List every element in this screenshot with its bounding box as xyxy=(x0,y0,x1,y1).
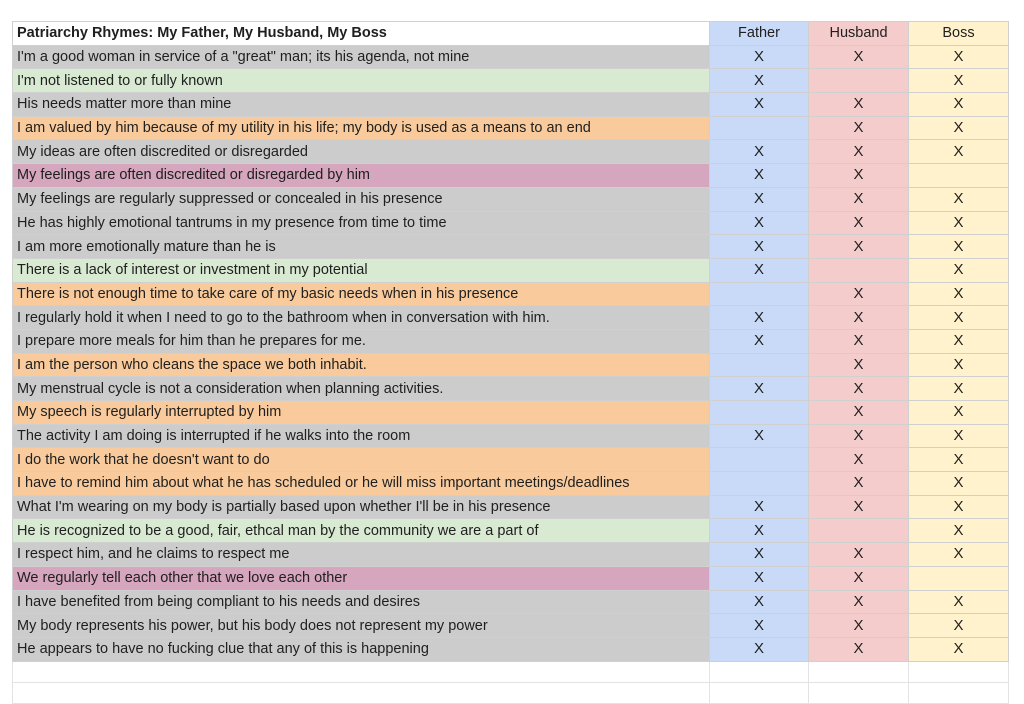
table-row xyxy=(13,211,1009,235)
table-row xyxy=(13,566,1009,590)
boss-mark-cell[interactable]: X xyxy=(909,614,1009,638)
father-mark-cell[interactable]: X xyxy=(710,211,809,235)
empty-cell[interactable] xyxy=(13,682,710,703)
husband-mark-cell[interactable]: X xyxy=(809,637,909,661)
statement-cell[interactable]: I am the person who cleans the space we both inhabit. xyxy=(13,353,710,377)
table-row xyxy=(13,637,1009,661)
statement-cell[interactable]: I have benefited from being compliant to his needs and desires xyxy=(13,590,710,614)
boss-mark-cell[interactable]: X xyxy=(909,590,1009,614)
table-row xyxy=(13,377,1009,401)
boss-mark-cell[interactable]: X xyxy=(909,258,1009,282)
boss-mark-cell[interactable]: X xyxy=(909,45,1009,69)
husband-mark-cell[interactable]: X xyxy=(809,495,909,519)
father-mark-cell[interactable] xyxy=(710,116,809,140)
table-row xyxy=(13,614,1009,638)
boss-mark-cell[interactable] xyxy=(909,164,1009,188)
father-mark-cell[interactable] xyxy=(710,353,809,377)
statement-cell[interactable]: My body represents his power, but his body does not represent my power xyxy=(13,614,710,638)
table-row xyxy=(13,282,1009,306)
boss-mark-cell[interactable]: X xyxy=(909,140,1009,164)
father-mark-cell[interactable]: X xyxy=(710,566,809,590)
father-mark-cell[interactable]: X xyxy=(710,590,809,614)
husband-mark-cell[interactable]: X xyxy=(809,614,909,638)
boss-mark-cell[interactable]: X xyxy=(909,282,1009,306)
table-row xyxy=(13,140,1009,164)
husband-mark-cell[interactable]: X xyxy=(809,377,909,401)
husband-mark-cell[interactable]: X xyxy=(809,164,909,188)
husband-mark-cell[interactable]: X xyxy=(809,116,909,140)
empty-row xyxy=(13,661,1009,682)
table-row xyxy=(13,93,1009,117)
father-mark-cell[interactable]: X xyxy=(710,424,809,448)
table-row xyxy=(13,164,1009,188)
husband-mark-cell[interactable]: X xyxy=(809,282,909,306)
table-row xyxy=(13,424,1009,448)
statement-cell[interactable]: He appears to have no fucking clue that any of this is happening xyxy=(13,637,710,661)
husband-mark-cell[interactable] xyxy=(809,69,909,93)
father-mark-cell[interactable]: X xyxy=(710,637,809,661)
statement-cell[interactable]: What I'm wearing on my body is partially based upon whether I'll be in his presence xyxy=(13,495,710,519)
boss-mark-cell[interactable]: X xyxy=(909,235,1009,259)
table-row xyxy=(13,543,1009,567)
statement-cell[interactable]: I respect him, and he claims to respect me xyxy=(13,543,710,567)
husband-mark-cell[interactable]: X xyxy=(809,566,909,590)
husband-mark-cell[interactable]: X xyxy=(809,306,909,330)
statement-cell[interactable]: My ideas are often discredited or disregarded xyxy=(13,140,710,164)
table-row xyxy=(13,448,1009,472)
table-row xyxy=(13,235,1009,259)
father-mark-cell[interactable] xyxy=(710,448,809,472)
spreadsheet-grid xyxy=(12,21,1009,704)
statement-cell[interactable]: I am valued by him because of my utility in his life; my body is used as a means to an end xyxy=(13,116,710,140)
statement-cell[interactable]: My speech is regularly interrupted by him xyxy=(13,401,710,425)
statement-cell[interactable]: I regularly hold it when I need to go to the bathroom when in conversation with him. xyxy=(13,306,710,330)
husband-mark-cell[interactable]: X xyxy=(809,187,909,211)
boss-mark-cell[interactable]: X xyxy=(909,353,1009,377)
statement-cell[interactable]: I am more emotionally mature than he is xyxy=(13,235,710,259)
boss-mark-cell[interactable]: X xyxy=(909,187,1009,211)
boss-mark-cell[interactable]: X xyxy=(909,377,1009,401)
boss-mark-cell[interactable]: X xyxy=(909,637,1009,661)
boss-mark-cell[interactable]: X xyxy=(909,306,1009,330)
husband-mark-cell[interactable]: X xyxy=(809,448,909,472)
statement-cell[interactable]: The activity I am doing is interrupted if he walks into the room xyxy=(13,424,710,448)
father-mark-cell[interactable]: X xyxy=(710,235,809,259)
statement-cell[interactable]: I have to remind him about what he has scheduled or he will miss important meetings/deadlines xyxy=(13,472,710,496)
statement-cell[interactable]: He is recognized to be a good, fair, ethcal man by the community we are a part of xyxy=(13,519,710,543)
father-mark-cell[interactable]: X xyxy=(710,93,809,117)
table-row xyxy=(13,353,1009,377)
husband-mark-cell[interactable] xyxy=(809,258,909,282)
header-husband-cell[interactable]: Husband xyxy=(809,22,909,46)
statement-cell[interactable]: My menstrual cycle is not a consideration when planning activities. xyxy=(13,377,710,401)
husband-mark-cell[interactable]: X xyxy=(809,329,909,353)
father-mark-cell[interactable]: X xyxy=(710,377,809,401)
husband-mark-cell[interactable]: X xyxy=(809,472,909,496)
father-mark-cell[interactable]: X xyxy=(710,164,809,188)
father-mark-cell[interactable]: X xyxy=(710,495,809,519)
husband-mark-cell[interactable]: X xyxy=(809,401,909,425)
header-row xyxy=(13,22,1009,46)
empty-cell[interactable] xyxy=(909,661,1009,682)
boss-mark-cell[interactable]: X xyxy=(909,495,1009,519)
header-father-cell[interactable]: Father xyxy=(710,22,809,46)
father-mark-cell[interactable]: X xyxy=(710,519,809,543)
statement-cell[interactable]: My feelings are regularly suppressed or concealed in his presence xyxy=(13,187,710,211)
father-mark-cell[interactable]: X xyxy=(710,140,809,164)
spreadsheet-body xyxy=(13,22,1009,704)
table-row xyxy=(13,45,1009,69)
husband-mark-cell[interactable]: X xyxy=(809,543,909,567)
father-mark-cell[interactable]: X xyxy=(710,187,809,211)
table-row xyxy=(13,472,1009,496)
empty-cell[interactable] xyxy=(13,661,710,682)
boss-mark-cell[interactable]: X xyxy=(909,543,1009,567)
husband-mark-cell[interactable]: X xyxy=(809,45,909,69)
empty-cell[interactable] xyxy=(710,682,809,703)
statement-cell[interactable]: My feelings are often discredited or disregarded by him xyxy=(13,164,710,188)
father-mark-cell[interactable] xyxy=(710,282,809,306)
table-row xyxy=(13,401,1009,425)
boss-mark-cell[interactable]: X xyxy=(909,93,1009,117)
father-mark-cell[interactable]: X xyxy=(710,69,809,93)
empty-cell[interactable] xyxy=(909,682,1009,703)
sheet-title-cell[interactable]: Patriarchy Rhymes: My Father, My Husband, My Boss xyxy=(13,22,710,46)
table-row xyxy=(13,329,1009,353)
father-mark-cell[interactable] xyxy=(710,401,809,425)
statement-cell[interactable]: His needs matter more than mine xyxy=(13,93,710,117)
father-mark-cell[interactable] xyxy=(710,472,809,496)
table-row xyxy=(13,69,1009,93)
statement-cell[interactable]: He has highly emotional tantrums in my presence from time to time xyxy=(13,211,710,235)
statement-cell[interactable]: We regularly tell each other that we love each other xyxy=(13,566,710,590)
header-boss-cell[interactable]: Boss xyxy=(909,22,1009,46)
empty-cell[interactable] xyxy=(809,682,909,703)
father-mark-cell[interactable]: X xyxy=(710,543,809,567)
empty-row xyxy=(13,682,1009,703)
empty-cell[interactable] xyxy=(710,661,809,682)
statement-cell[interactable]: I'm a good woman in service of a "great" man; its his agenda, not mine xyxy=(13,45,710,69)
boss-mark-cell[interactable]: X xyxy=(909,519,1009,543)
table-row xyxy=(13,495,1009,519)
father-mark-cell[interactable]: X xyxy=(710,258,809,282)
husband-mark-cell[interactable]: X xyxy=(809,140,909,164)
table-row xyxy=(13,590,1009,614)
boss-mark-cell[interactable]: X xyxy=(909,69,1009,93)
father-mark-cell[interactable]: X xyxy=(710,329,809,353)
statement-cell[interactable]: I prepare more meals for him than he prepares for me. xyxy=(13,329,710,353)
table-row xyxy=(13,519,1009,543)
empty-cell[interactable] xyxy=(809,661,909,682)
husband-mark-cell[interactable]: X xyxy=(809,93,909,117)
husband-mark-cell[interactable]: X xyxy=(809,353,909,377)
table-row xyxy=(13,187,1009,211)
boss-mark-cell[interactable]: X xyxy=(909,401,1009,425)
boss-mark-cell[interactable]: X xyxy=(909,329,1009,353)
table-row xyxy=(13,116,1009,140)
table-row xyxy=(13,306,1009,330)
boss-mark-cell[interactable]: X xyxy=(909,116,1009,140)
boss-mark-cell[interactable]: X xyxy=(909,211,1009,235)
father-mark-cell[interactable]: X xyxy=(710,306,809,330)
statement-cell[interactable]: I'm not listened to or fully known xyxy=(13,69,710,93)
statement-cell[interactable]: I do the work that he doesn't want to do xyxy=(13,448,710,472)
father-mark-cell[interactable]: X xyxy=(710,614,809,638)
husband-mark-cell[interactable] xyxy=(809,519,909,543)
table-row xyxy=(13,258,1009,282)
statement-cell[interactable]: There is not enough time to take care of my basic needs when in his presence xyxy=(13,282,710,306)
boss-mark-cell[interactable]: X xyxy=(909,448,1009,472)
father-mark-cell[interactable]: X xyxy=(710,45,809,69)
husband-mark-cell[interactable]: X xyxy=(809,211,909,235)
husband-mark-cell[interactable]: X xyxy=(809,235,909,259)
husband-mark-cell[interactable]: X xyxy=(809,590,909,614)
boss-mark-cell[interactable] xyxy=(909,566,1009,590)
statement-cell[interactable]: There is a lack of interest or investment in my potential xyxy=(13,258,710,282)
boss-mark-cell[interactable]: X xyxy=(909,472,1009,496)
boss-mark-cell[interactable]: X xyxy=(909,424,1009,448)
husband-mark-cell[interactable]: X xyxy=(809,424,909,448)
